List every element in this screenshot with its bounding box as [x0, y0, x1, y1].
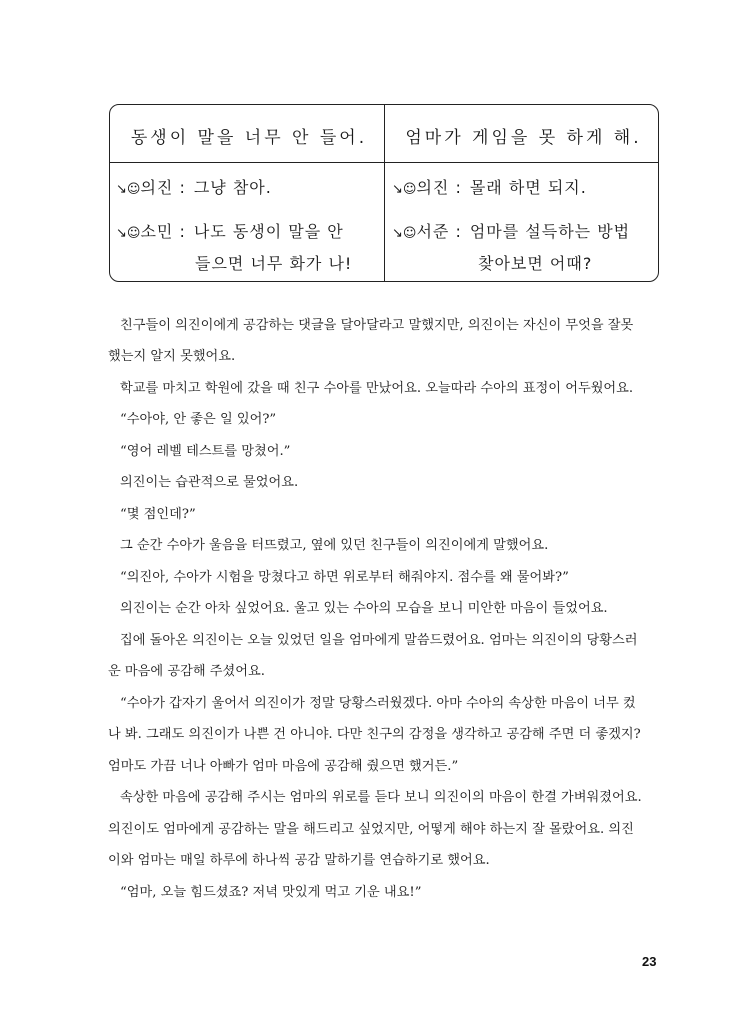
story-line: 의진이도 엄마에게 공감하는 말을 해드리고 싶었지만, 어떻게 해야 하는지 잘 몰랐어요. 의진 — [108, 822, 634, 837]
story-line: 했는지 알지 못했어요. — [108, 349, 236, 364]
story-line: 의진이는 순간 아차 싶었어요. 울고 있는 수아의 모습을 보니 미안한 마음이 들었어요. — [120, 601, 608, 616]
reply-text: 나도 동생이 말을 안 — [193, 222, 344, 241]
story-line: 속상한 마음에 공감해 주시는 엄마의 위로를 듣다 보니 의진이의 마음이 한결 가벼워졌어요. — [120, 790, 642, 805]
reply-text: 그냥 참아. — [193, 178, 272, 197]
speaker-name: 의진 : — [140, 178, 186, 197]
story-line: “영어 레벨 테스트를 망쳤어.” — [120, 444, 291, 459]
story-line: “수아가 갑자기 울어서 의진이가 정말 당황스러웠겠다. 아마 수아의 속상한 마음이 너무 컸 — [120, 696, 636, 711]
story-line: 친구들이 의진이에게 공감하는 댓글을 달아달라고 말했지만, 의진이는 자신이 무엇을 잘못 — [120, 318, 634, 333]
reply-arrow-smile-icon: ↘☺ — [116, 226, 141, 241]
table-column-divider — [384, 105, 385, 281]
story-line: 집에 돌아온 의진이는 오늘 있었던 일을 엄마에게 말씀드렸어요. 엄마는 의진이의 당황스러 — [120, 633, 638, 648]
dialogue-table — [109, 104, 659, 282]
story-line: 의진이는 습관적으로 물었어요. — [120, 475, 299, 490]
story-line: 운 마음에 공감해 주셨어요. — [108, 664, 265, 679]
story-line: “몇 점인데?” — [120, 507, 196, 522]
reply-arrow-smile-icon: ↘☺ — [116, 182, 141, 197]
reply-text: 엄마를 설득하는 방법 — [469, 222, 631, 241]
reply-seojun-right-line2: 찾아보면 어때? — [478, 254, 593, 273]
reply-text: 몰래 하면 되지. — [469, 178, 587, 197]
reply-arrow-smile-icon: ↘☺ — [392, 226, 417, 241]
story-line: 학교를 마치고 학원에 갔을 때 친구 수아를 만났어요. 오늘따라 수아의 표정이 어두웠어요. — [120, 381, 634, 396]
reply-somin-left-line2: 들으면 너무 화가 나! — [195, 254, 353, 273]
reply-uijin-left — [116, 175, 272, 198]
story-line: 나 봐. 그래도 의진이가 나쁜 건 아니야. 다만 친구의 감정을 생각하고 공감해 주면 더 좋겠지? — [108, 727, 641, 742]
speaker-name: 의진 : — [416, 178, 462, 197]
speaker-name: 소민 : — [140, 222, 186, 241]
page-number: 23 — [642, 954, 657, 969]
story-line: “수아야, 안 좋은 일 있어?” — [120, 412, 277, 427]
story-line: “의진아, 수아가 시험을 망쳤다고 하면 위로부터 해줘야지. 점수를 왜 물어봐?” — [120, 570, 569, 585]
reply-arrow-smile-icon: ↘☺ — [392, 182, 417, 197]
speaker-name: 서준 : — [416, 222, 462, 241]
right-column-header: 엄마가 게임을 못 하게 해. — [405, 127, 642, 148]
reply-uijin-right — [392, 175, 587, 198]
reply-somin-left — [116, 219, 344, 242]
story-line: 엄마도 가끔 너나 아빠가 엄마 마음에 공감해 줬으면 했거든.” — [108, 759, 459, 774]
story-line: 그 순간 수아가 울음을 터뜨렸고, 옆에 있던 친구들이 의진이에게 말했어요. — [120, 538, 549, 553]
story-line: “엄마, 오늘 힘드셨죠? 저녁 맛있게 먹고 기운 내요!” — [120, 885, 422, 900]
story-line: 이와 엄마는 매일 하루에 하나씩 공감 말하기를 연습하기로 했어요. — [108, 853, 490, 868]
reply-seojun-right — [392, 219, 630, 242]
left-column-header: 동생이 말을 너무 안 들어. — [130, 127, 368, 148]
